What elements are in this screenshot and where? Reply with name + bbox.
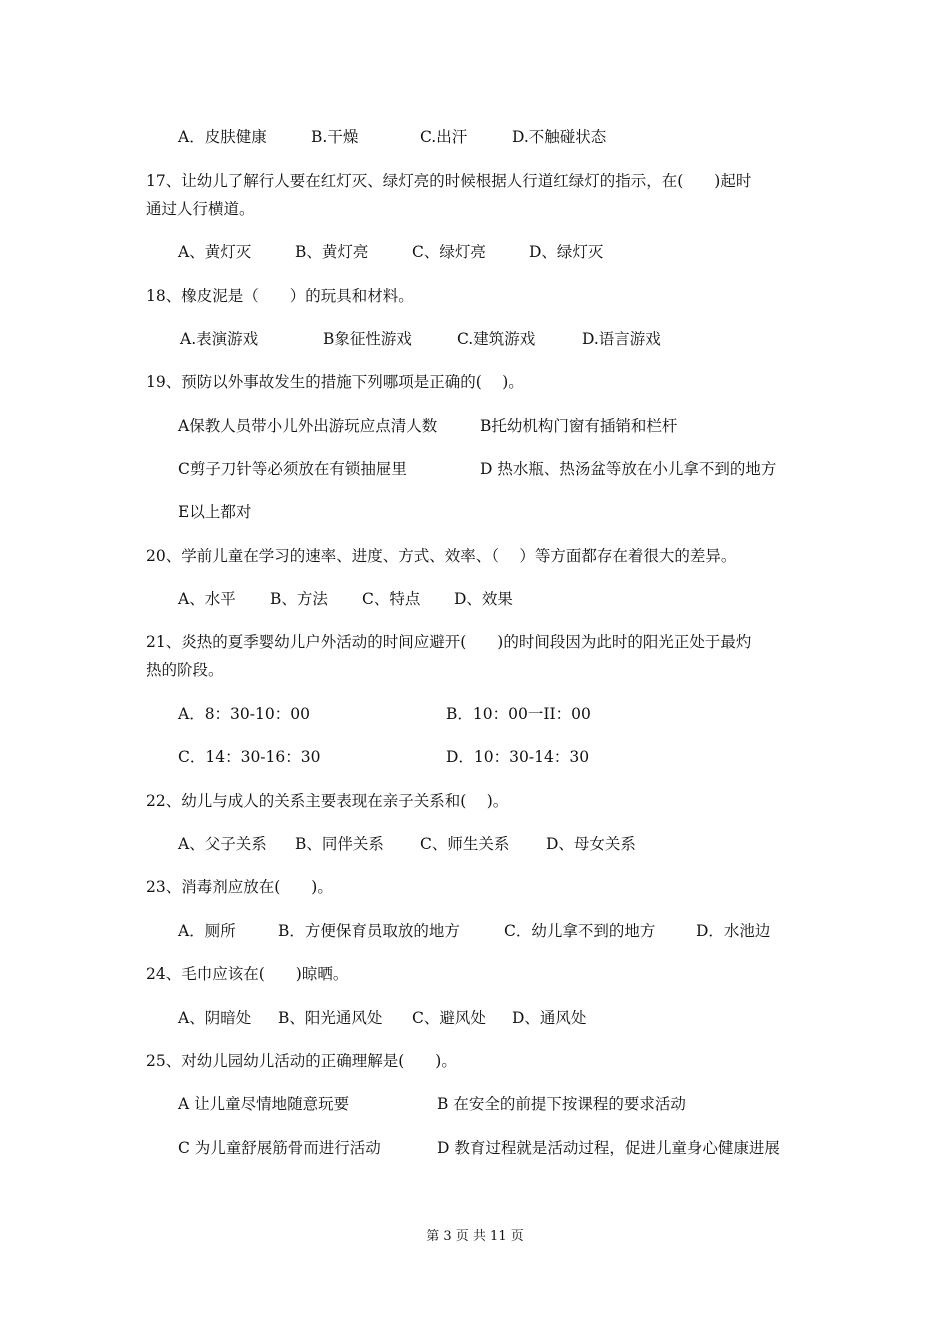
q17-stem-line2: 通过人行横道。 <box>146 200 255 218</box>
q23-option-a: A．厕所 <box>178 922 236 940</box>
q16-option-a: A．皮肤健康 <box>178 128 267 146</box>
q24-option-b: B、阳光通风处 <box>278 1009 383 1027</box>
q20-option-a: A、水平 <box>178 590 236 608</box>
q19-stem: 19、预防以外事故发生的措施下列哪项是正确的( )。 <box>146 373 524 391</box>
q18-option-c: C.建筑游戏 <box>457 330 536 348</box>
page-number-footer: 第 3 页 共 11 页 <box>426 1229 524 1244</box>
q24-option-a: A、阴暗处 <box>178 1009 252 1027</box>
q19-option-b: B托幼机构门窗有插销和栏杆 <box>480 417 678 435</box>
q20-option-d: D、效果 <box>454 590 513 608</box>
q18-option-d: D.语言游戏 <box>582 330 661 348</box>
q17-option-d: D、绿灯灭 <box>529 243 604 261</box>
q23-option-d: D．水池边 <box>696 922 771 940</box>
q18-option-a: A.表演游戏 <box>180 330 259 348</box>
q22-option-b: B、同伴关系 <box>295 835 384 853</box>
q24-stem: 24、毛巾应该在( )晾晒。 <box>146 965 349 983</box>
q17-option-a: A、黄灯灭 <box>178 243 252 261</box>
q20-option-c: C、特点 <box>362 590 421 608</box>
q16-option-d: D.不触碰状态 <box>512 128 607 146</box>
q24-option-c: C、避风处 <box>412 1009 486 1027</box>
q21-stem-line2: 热的阶段。 <box>146 661 224 679</box>
q25-option-a: A 让儿童尽情地随意玩要 <box>178 1095 350 1113</box>
q22-stem: 22、幼儿与成人的关系主要表现在亲子关系和( )。 <box>146 792 509 810</box>
q19-option-a: A保教人员带小儿外出游玩应点清人数 <box>178 417 438 435</box>
q21-stem-line1: 21、炎热的夏季婴幼儿户外活动的时间应避开( )的时间段因为此时的阳光正处于最灼 <box>146 633 752 651</box>
q23-stem: 23、消毒剂应放在( )。 <box>146 878 333 896</box>
q17-option-b: B、黄灯亮 <box>295 243 369 261</box>
q22-option-c: C、师生关系 <box>420 835 510 853</box>
q18-stem: 18、橡皮泥是（ ）的玩具和材料。 <box>146 287 414 305</box>
q18-option-b: B象征性游戏 <box>323 330 412 348</box>
q21-option-c: C．14：30-16：30 <box>178 748 321 766</box>
q25-option-c: C 为儿童舒展筋骨而进行活动 <box>178 1139 381 1157</box>
q23-option-c: C．幼儿拿不到的地方 <box>504 922 656 940</box>
q19-option-c: C剪子刀针等必须放在有锁抽屉里 <box>178 460 407 478</box>
q20-option-b: B、方法 <box>270 590 328 608</box>
q17-option-c: C、绿灯亮 <box>412 243 486 261</box>
q20-stem: 20、学前儿童在学习的速率、进度、方式、效率、（ ）等方面都存在着很大的差异。 <box>146 547 737 565</box>
q25-stem: 25、对幼儿园幼儿活动的正确理解是( )。 <box>146 1052 457 1070</box>
q22-option-a: A、父子关系 <box>178 835 267 853</box>
q16-option-c: C.出汗 <box>420 128 468 146</box>
q17-stem-line1: 17、让幼儿了解行人要在红灯灭、绿灯亮的时候根据人行道红绿灯的指示，在( )起时 <box>146 172 752 190</box>
q23-option-b: B．方便保育员取放的地方 <box>278 922 460 940</box>
q21-option-d: D．10：30-14：30 <box>446 748 590 766</box>
q21-option-b: B．10：00一II：00 <box>446 705 591 723</box>
q19-option-e: E以上都对 <box>178 503 252 521</box>
q16-option-b: B.干燥 <box>311 128 359 146</box>
q25-option-d: D 教育过程就是活动过程，促进儿童身心健康进展 <box>437 1139 780 1157</box>
q25-option-b: B 在安全的前提下按课程的要求活动 <box>437 1095 686 1113</box>
q24-option-d: D、通风处 <box>512 1009 587 1027</box>
q22-option-d: D、母女关系 <box>546 835 636 853</box>
q19-option-d: D 热水瓶、热汤盆等放在小儿拿不到的地方 <box>480 460 777 478</box>
q21-option-a: A．8：30-10：00 <box>178 705 310 723</box>
